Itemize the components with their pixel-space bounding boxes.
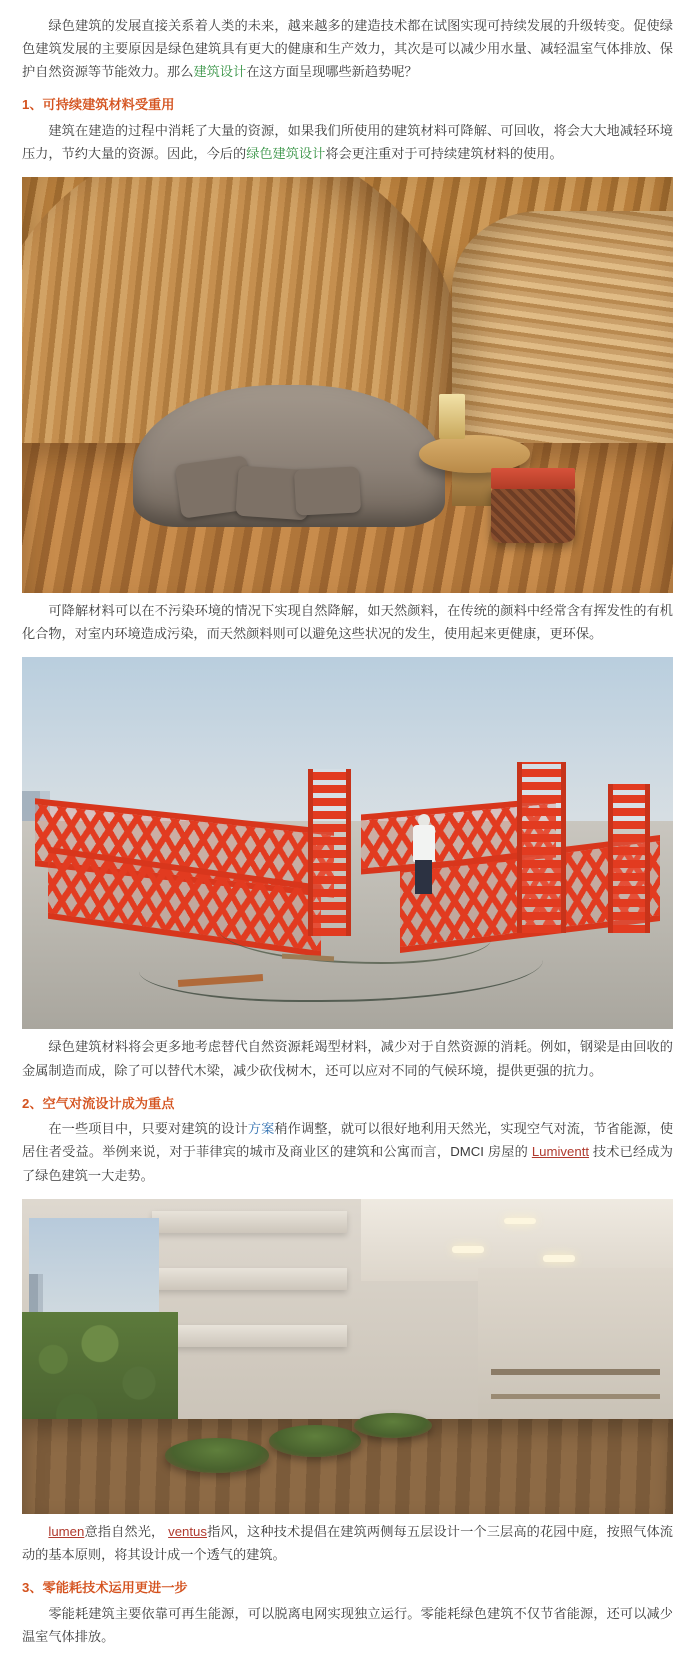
figure-3-city-buildings <box>29 1274 159 1312</box>
figure-1-lantern <box>439 394 465 440</box>
section-3-paragraph: 零能耗建筑主要依靠可再生能源，可以脱离电网实现独立运行。零能耗绿色建筑不仅节省能源，还可以减少温室气体排放。 <box>22 1605 673 1644</box>
figure-3-handrail <box>491 1369 660 1375</box>
section-2-text-1: 在一些项目中，只要对建筑的设计 <box>48 1121 248 1137</box>
caption-link-ventus[interactable]: ventus <box>168 1523 207 1539</box>
curved-timber-lounge-photo <box>22 177 673 593</box>
figure-3-planter <box>269 1425 360 1457</box>
figure-1-content <box>22 177 673 593</box>
figure-3-ceiling-light <box>504 1218 537 1225</box>
figure-2-caption: 绿色建筑材料将会更多地考虑替代自然资源耗竭型材料，减少对于自然资源的消耗。例如，钢梁是由回收的金属制造而成，除了可以替代木梁，减少砍伐树木，还可以应对不同的气候环境，提供更强的抗力。 <box>22 1039 673 1078</box>
figure-3-planter <box>354 1413 432 1438</box>
figure-3-ceiling-light <box>543 1255 576 1262</box>
intro-text-after: 在这方面呈现哪些新趋势呢？ <box>246 64 418 80</box>
figure-2-steel-column <box>608 784 651 933</box>
section-heading-2: 2、空气对流设计成为重点 <box>22 1095 175 1111</box>
section-2-paragraph <box>22 1117 673 1186</box>
figure-3-ceiling-light <box>452 1246 485 1253</box>
section-1-paragraph <box>22 119 673 165</box>
figure-3-handrail <box>491 1394 660 1399</box>
figure-2-worker-body <box>413 825 435 862</box>
figure-1-red-book <box>491 468 576 489</box>
figure-1-woven-stool <box>491 485 576 543</box>
figure-2-content <box>22 657 673 1029</box>
section-2-text-2: 稍作调整，就可以很好地利用天然光，实现空气对流，节省能源，使居住者受益。举例来说，对于菲律宾的城市及商业区的建筑和公寓而言，DMCI 房屋的 <box>22 1121 674 1160</box>
figure-2-steel-column <box>517 762 566 933</box>
section-1-link-green-design[interactable]: 绿色建筑设计 <box>246 146 326 162</box>
section-1-text-2: 将会更注重对于可持续建筑材料的使用。 <box>325 146 563 162</box>
atrium-garden-interior-photo <box>22 1199 673 1514</box>
section-2-link-plan[interactable]: 方案 <box>247 1121 275 1137</box>
section-1-text-1: 建筑在建造的过程中消耗了大量的资源，如果我们所使用的建筑材料可降解、可回收，将会大大地减轻环境压力，节约大量的资源。因此，今后的 <box>22 123 673 162</box>
section-2-text-3: 技术已经成为了绿色建筑一大走势。 <box>22 1144 673 1183</box>
figure-3-balcony <box>152 1211 347 1233</box>
caption-text-2: 指风，这种技术提倡在建筑两侧每五层设计一个三层高的花园中庭，按照气体流动的基本原则，将其设计成一个透气的建筑。 <box>22 1523 673 1562</box>
figure-1-round-table <box>419 435 530 472</box>
figure-3-planter <box>165 1438 269 1473</box>
caption-text-1: 意指自然光， <box>84 1523 169 1539</box>
figure-1-woven-wall <box>452 211 673 469</box>
red-steel-scaffolding-photo <box>22 657 673 1029</box>
figure-3-balcony <box>152 1325 347 1347</box>
section-2-link-lumiventt[interactable]: Lumiventt <box>531 1144 590 1160</box>
figure-2-worker-legs <box>415 860 432 893</box>
figure-3-content <box>22 1199 673 1514</box>
section-heading-1: 1、可持续建筑材料受重用 <box>22 97 175 113</box>
intro-paragraph <box>22 14 673 83</box>
caption-link-lumen[interactable]: lumen <box>48 1523 85 1539</box>
section-heading-3: 3、零能耗技术运用更进一步 <box>22 1579 188 1595</box>
intro-text-before: 绿色建筑的发展直接关系着人类的未来，越来越多的建造技术都在试图实现可持续发展的升级转变。促使绿色建筑发展的主要原因是绿色建筑具有更大的健康和生产效力，其次是可以减少用水量、减轻温室气体排放、保护自然资源等节能效力。那么 <box>22 18 673 80</box>
intro-link-architecture-design[interactable]: 建筑设计 <box>193 64 247 80</box>
figure-3-caption <box>22 1520 673 1566</box>
figure-1-caption: 可降解材料可以在不污染环境的情况下实现自然降解，如天然颜料，在传统的颜料中经常含有挥发性的有机化合物，对室内环境造成污染，而天然颜料则可以避免这些状况的发生，使用起来更健康，更环保。 <box>22 603 673 642</box>
figure-3-balcony <box>152 1268 347 1290</box>
figure-1-cushion <box>294 467 361 516</box>
